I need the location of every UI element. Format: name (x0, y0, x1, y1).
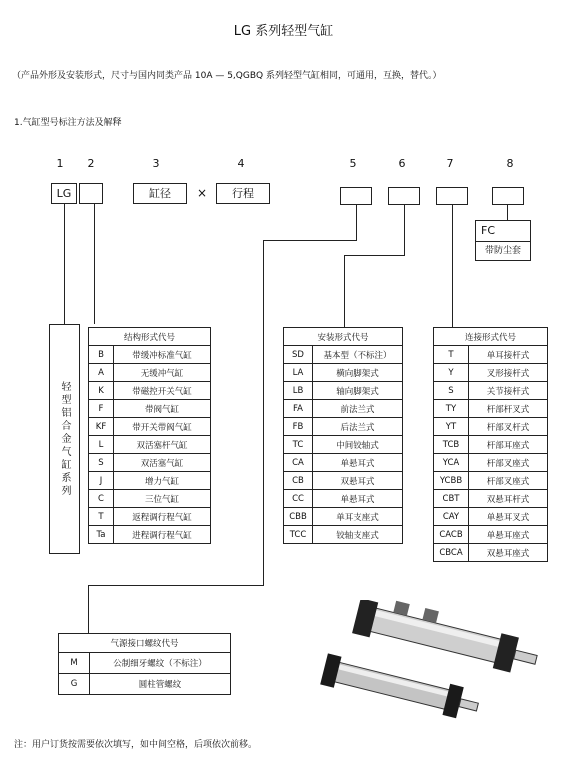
connection-code: YT (434, 418, 469, 436)
connection-code: CACB (434, 526, 469, 544)
mounting-desc: 后法兰式 (313, 418, 403, 436)
mounting-code-box (388, 187, 420, 205)
position-number: 4 (237, 157, 245, 170)
connection-code: YCA (434, 454, 469, 472)
footer-note: 注：用户订货按需要依次填写，如中间空格，后项依次前移。 (14, 740, 258, 750)
connector-line (356, 205, 357, 240)
structure-desc: 带开关带阀气缸 (114, 418, 211, 436)
connection-desc: 关节接杆式 (469, 382, 548, 400)
structure-code: F (89, 400, 114, 418)
structure-desc: 三位气缸 (114, 490, 211, 508)
connection-desc: 杆部耳座式 (469, 436, 548, 454)
connection-code: Y (434, 364, 469, 382)
cylinder-product-image (300, 600, 540, 730)
structure-desc: 无缓冲气缸 (114, 364, 211, 382)
structure-code: J (89, 472, 114, 490)
thread-code: G (59, 674, 90, 695)
connector-line (263, 240, 264, 585)
structure-desc: 双活塞杆气缸 (114, 436, 211, 454)
structure-code: C (89, 490, 114, 508)
mounting-code: CA (284, 454, 313, 472)
position-number: 8 (506, 157, 514, 170)
structure-code: T (89, 508, 114, 526)
connection-desc: 双悬耳杆式 (469, 490, 548, 508)
mounting-desc: 单悬耳式 (313, 490, 403, 508)
mounting-code: LA (284, 364, 313, 382)
structure-table (88, 327, 211, 544)
mounting-code: FB (284, 418, 313, 436)
mounting-header: 安装形式代号 (284, 328, 403, 346)
structure-header: 结构形式代号 (89, 328, 211, 346)
connection-desc: 单耳接杆式 (469, 346, 548, 364)
connector-line (64, 204, 65, 324)
thread-code-box (340, 187, 372, 205)
connector-line (88, 585, 89, 633)
connection-code: CBCA (434, 544, 469, 562)
connection-code: TCB (434, 436, 469, 454)
connection-code: CBT (434, 490, 469, 508)
connector-line (404, 205, 405, 255)
mounting-code: CBB (284, 508, 313, 526)
position-number: 3 (152, 157, 160, 170)
connection-table (433, 327, 548, 562)
mounting-desc: 横向脚架式 (313, 364, 403, 382)
mounting-code: FA (284, 400, 313, 418)
structure-code-box (79, 183, 103, 204)
structure-desc: 双活塞气缸 (114, 454, 211, 472)
connection-desc: 杆部叉座式 (469, 454, 548, 472)
structure-code: B (89, 346, 114, 364)
structure-code: KF (89, 418, 114, 436)
thread-code: M (59, 653, 90, 674)
connection-desc: 双悬耳座式 (469, 544, 548, 562)
mounting-desc: 单悬耳式 (313, 454, 403, 472)
structure-desc: 带阀气缸 (114, 400, 211, 418)
position-number: 2 (87, 157, 95, 170)
connection-desc: 单悬耳座式 (469, 526, 548, 544)
connection-code: CAY (434, 508, 469, 526)
mounting-desc: 前法兰式 (313, 400, 403, 418)
thread-desc: 公制细牙螺纹（不标注） (90, 653, 231, 674)
mounting-code: CB (284, 472, 313, 490)
mounting-table (283, 327, 403, 544)
mounting-desc: 铰轴支座式 (313, 526, 403, 544)
connection-code: TY (434, 400, 469, 418)
mounting-code: SD (284, 346, 313, 364)
connector-line (507, 205, 508, 220)
connector-line (452, 205, 453, 327)
connection-code-box (436, 187, 468, 205)
mounting-code: TC (284, 436, 313, 454)
connector-line (344, 255, 345, 327)
connection-desc: 杆部叉座式 (469, 472, 548, 490)
stroke-box: 行程 (216, 183, 270, 204)
structure-code: S (89, 454, 114, 472)
mounting-code: CC (284, 490, 313, 508)
connection-code: YCBB (434, 472, 469, 490)
page-title: LG 系列轻型气缸 (233, 24, 334, 39)
thread-table (58, 633, 231, 695)
structure-desc: 增力气缸 (114, 472, 211, 490)
prefix-box: LG (51, 183, 77, 204)
mounting-code: TCC (284, 526, 313, 544)
connection-desc: 杆部杆叉式 (469, 400, 548, 418)
connector-line (88, 585, 264, 586)
mounting-desc: 基本型（不标注） (313, 346, 403, 364)
position-number: 6 (398, 157, 406, 170)
times-sign: × (197, 186, 208, 200)
section-title: 1.气缸型号标注方法及解释 (14, 118, 122, 128)
mounting-desc: 双悬耳式 (313, 472, 403, 490)
position-number: 5 (349, 157, 357, 170)
intro-note: （产品外形及安装形式，尺寸与国内同类产品 10A — 5,QGBQ 系列轻型气缸相同，可通用，互换，替代。） (12, 71, 442, 81)
connector-line (94, 204, 95, 324)
structure-desc: 返程调行程气缸 (114, 508, 211, 526)
connection-header: 连接形式代号 (434, 328, 548, 346)
connection-desc: 单悬耳叉式 (469, 508, 548, 526)
connection-desc: 叉形接杆式 (469, 364, 548, 382)
fc-desc-box: 带防尘套 (475, 241, 531, 261)
connection-code: S (434, 382, 469, 400)
dust-cover-code-box (492, 187, 524, 205)
thread-header: 气源接口螺纹代号 (59, 634, 231, 653)
structure-desc: 进程调行程气缸 (114, 526, 211, 544)
mounting-desc: 轴向脚架式 (313, 382, 403, 400)
structure-desc: 带缓冲标准气缸 (114, 346, 211, 364)
structure-desc: 带磁控开关气缸 (114, 382, 211, 400)
position-number: 7 (446, 157, 454, 170)
position-number: 1 (56, 157, 64, 170)
connector-line (344, 255, 405, 256)
thread-desc: 圆柱管螺纹 (90, 674, 231, 695)
structure-code: Ta (89, 526, 114, 544)
structure-code: K (89, 382, 114, 400)
mounting-desc: 中间铰轴式 (313, 436, 403, 454)
mounting-code: LB (284, 382, 313, 400)
mounting-desc: 单耳支座式 (313, 508, 403, 526)
connector-line (263, 240, 357, 241)
series-label: 轻型铝合金气缸系列 (49, 324, 80, 554)
structure-code: L (89, 436, 114, 454)
connection-code: T (434, 346, 469, 364)
fc-code-box: FC (475, 220, 531, 242)
structure-code: A (89, 364, 114, 382)
connection-desc: 杆部叉杆式 (469, 418, 548, 436)
bore-box: 缸径 (133, 183, 187, 204)
